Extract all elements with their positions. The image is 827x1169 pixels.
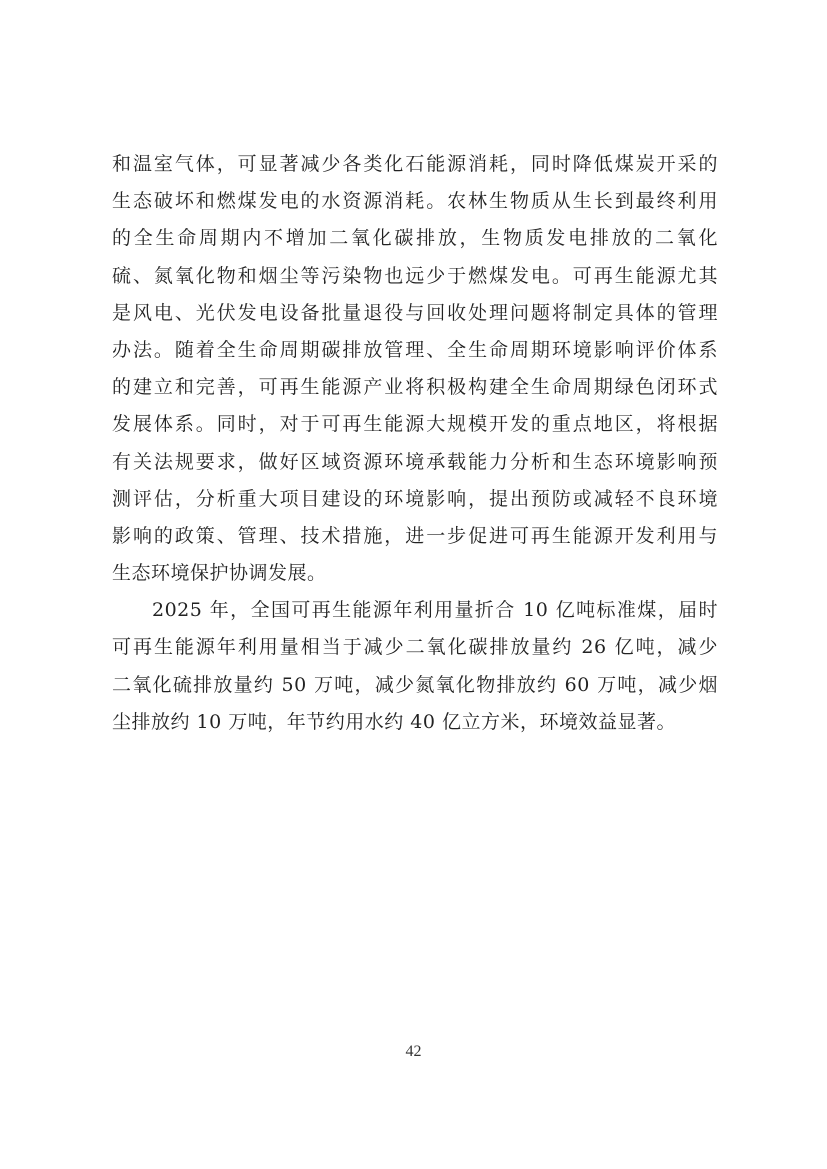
page-number: 42 [405, 1043, 422, 1060]
document-body [112, 146, 718, 741]
paragraph-2 [112, 592, 718, 741]
text-line: 办法。随着全生命周期碳排放管理、全生命周期环境影响评价体系 [112, 338, 718, 361]
text-line: 的建立和完善，可再生能源产业将积极构建全生命周期绿色闭环式 [112, 376, 718, 399]
text-line: 和温室气体，可显著减少各类化石能源消耗，同时降低煤炭开采的 [112, 153, 718, 175]
text-line: 生态破坏和燃煤发电的水资源消耗。农林生物质从生长到最终利用 [112, 190, 718, 213]
text-line: 有关法规要求，做好区域资源环境承载能力分析和生态环境影响预 [112, 450, 718, 473]
text-line: 硫、氮氧化物和烟尘等污染物也远少于燃煤发电。可再生能源尤其 [112, 264, 718, 287]
paragraph-1 [112, 146, 718, 592]
text-line: 的全生命周期内不增加二氧化碳排放，生物质发电排放的二氧化 [112, 227, 718, 250]
text-line: 影响的政策、管理、技术措施，进一步促进可再生能源开发利用与 [112, 524, 718, 547]
text-line: 尘排放约 10 万吨，年节约用水约 40 亿立方米，环境效益显著。 [112, 710, 677, 733]
text-line: 2025 年，全国可再生能源年利用量折合 10 亿吨标准煤，届时 [152, 599, 718, 622]
text-line: 是风电、光伏发电设备批量退役与回收处理问题将制定具体的管理 [112, 301, 718, 324]
text-line: 发展体系。同时，对于可再生能源大规模开发的重点地区，将根据 [112, 413, 718, 436]
text-line: 可再生能源年利用量相当于减少二氧化碳排放量约 26 亿吨，减少 [112, 636, 718, 659]
text-line: 测评估，分析重大项目建设的环境影响，提出预防或减轻不良环境 [112, 487, 718, 510]
text-line: 生态环境保护协调发展。 [112, 562, 327, 585]
text-line: 二氧化硫排放量约 50 万吨，减少氮氧化物排放约 60 万吨，减少烟 [112, 673, 718, 696]
